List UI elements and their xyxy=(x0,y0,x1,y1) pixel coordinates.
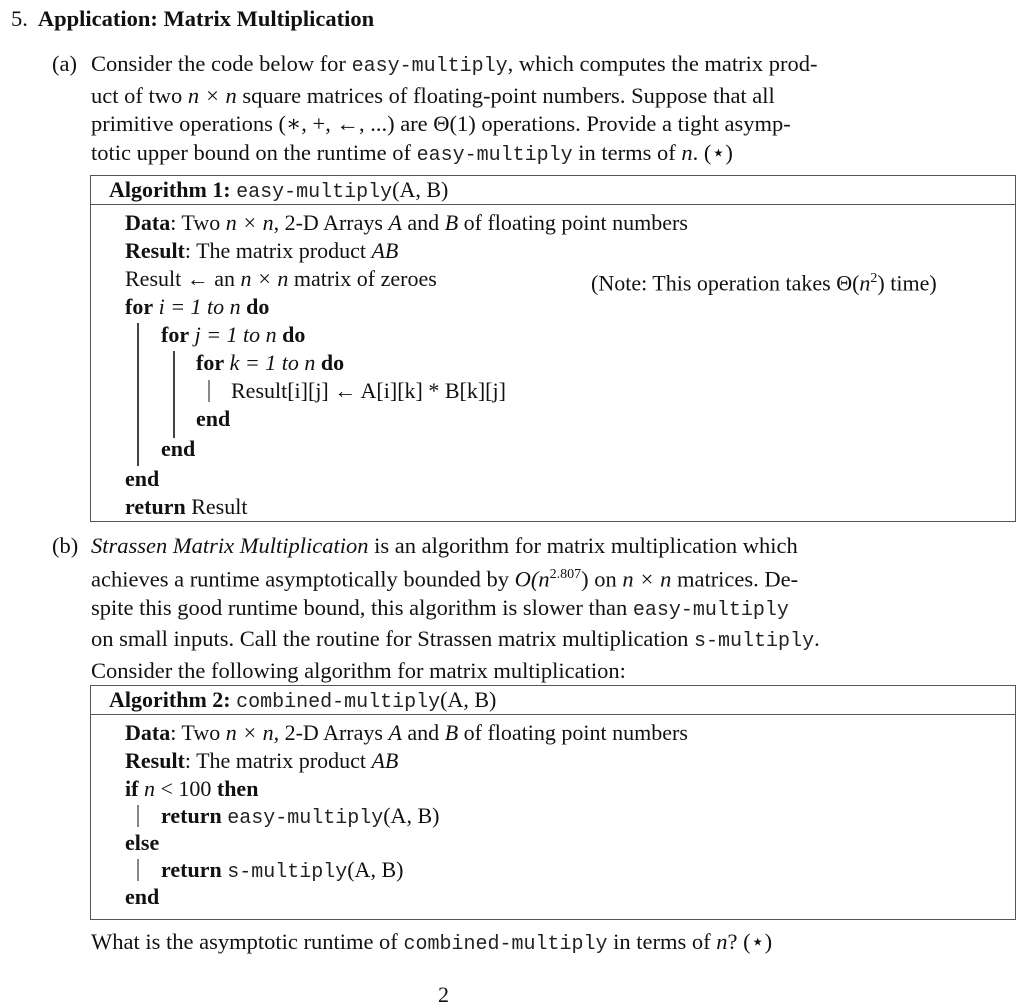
part-a-line-3: primitive operations (∗, +, ←, ...) are Θ(1) operations. Provide a tight asymp- xyxy=(91,111,791,136)
algorithm-1-name: easy-multiply xyxy=(236,181,393,204)
algo1-end-k: end xyxy=(196,406,231,431)
algo2-return-s: return s-multiply(A, B) xyxy=(161,857,404,884)
part-a-line-2: uct of two n × n square matrices of floating-point numbers. Suppose that all xyxy=(91,82,775,108)
code-easy-multiply: easy-multiply xyxy=(416,143,573,167)
algo1-for-i: for i = 1 to n do xyxy=(125,294,270,319)
algo1-result-line: Result: The matrix product AB xyxy=(125,238,399,263)
part-b-line-2: achieves a runtime asymptotically bounded by $O(n^{2.807})$ on n × n matrices. De- xyxy=(91,566,799,591)
block-bar-k xyxy=(208,380,210,402)
code-s-multiply: s-multiply xyxy=(227,861,348,884)
block-bar-i xyxy=(137,323,139,466)
algorithm-2-box xyxy=(90,685,1016,920)
page-number: 2 xyxy=(438,982,449,1007)
algo2-else-line: else xyxy=(125,830,160,855)
algorithm-1-box xyxy=(90,175,1016,522)
block-bar-j xyxy=(173,351,175,438)
algo2-if-line: if n < 100 then xyxy=(125,776,259,801)
code-combined-multiply: combined-multiply xyxy=(403,933,608,956)
algo1-note: (Note: This operation takes $\Theta(n^2)$ time) xyxy=(591,270,937,296)
algo2-result-line: Result: The matrix product AB xyxy=(125,748,399,773)
part-b-line-4: on small inputs. Call the routine for Strassen matrix multiplication s-multiply. xyxy=(91,626,820,653)
part-b-line-3: spite this good runtime bound, this algorithm is slower than easy-multiply xyxy=(91,594,789,622)
algo1-data-line: Data: Two n × n, 2-D Arrays A and B of floating point numbers xyxy=(125,210,688,235)
algo1-for-k: for k = 1 to n do xyxy=(196,350,345,375)
algo2-return-easy: return easy-multiply(A, B) xyxy=(161,803,440,830)
block-bar-then xyxy=(137,805,139,827)
code-easy-multiply: easy-multiply xyxy=(351,55,508,78)
algo1-init-line: Result ← an n × n matrix of zeroes xyxy=(125,266,437,291)
algorithm-1-args: (A, B) xyxy=(392,177,449,202)
part-b-line-5: Consider the following algorithm for matrix multiplication: xyxy=(91,657,626,683)
algo1-body-line: Result[i][j] ← A[i][k] * B[k][j] xyxy=(231,378,506,403)
algo2-data-line: Data: Two n × n, 2-D Arrays A and B of floating point numbers xyxy=(125,720,688,745)
part-b-text xyxy=(91,532,911,685)
part-b-label: (b) xyxy=(52,533,79,558)
algorithm-2-name: combined-multiply xyxy=(236,691,441,714)
algo1-for-j: for j = 1 to n do xyxy=(161,322,306,347)
algo1-end-j: end xyxy=(161,436,196,461)
algorithm-1-label: Algorithm 1: xyxy=(109,177,231,202)
algorithm-2-args: (A, B) xyxy=(440,687,497,712)
part-a-line-4: totic upper bound on the runtime of easy-multiply in terms of n. (⋆) xyxy=(91,139,733,167)
algo2-end-line: end xyxy=(125,884,160,909)
block-bar-else xyxy=(137,859,139,881)
algo1-end-i: end xyxy=(125,466,160,491)
code-s-multiply: s-multiply xyxy=(694,630,815,653)
part-a-line-1: Consider the code below for easy-multiply, which computes the matrix prod- xyxy=(91,51,818,78)
code-easy-multiply: easy-multiply xyxy=(632,598,789,622)
part-b-line-1: Strassen Matrix Multiplication is an algorithm for matrix multiplication which xyxy=(91,533,798,558)
algo1-return-line: return Result xyxy=(125,494,248,519)
section-number: 5. xyxy=(11,6,28,31)
algorithm-2-header xyxy=(91,686,1015,715)
part-a-label: (a) xyxy=(52,51,77,76)
code-easy-multiply: easy-multiply xyxy=(227,807,384,830)
algorithm-1-header xyxy=(91,176,1015,205)
section-title xyxy=(11,4,374,34)
section-heading: Application: Matrix Multiplication xyxy=(37,6,375,31)
part-a-text xyxy=(91,50,911,170)
question-text: What is the asymptotic runtime of combined-multiply in terms of n? (⋆) xyxy=(91,929,773,956)
algorithm-2-label: Algorithm 2: xyxy=(109,687,231,712)
